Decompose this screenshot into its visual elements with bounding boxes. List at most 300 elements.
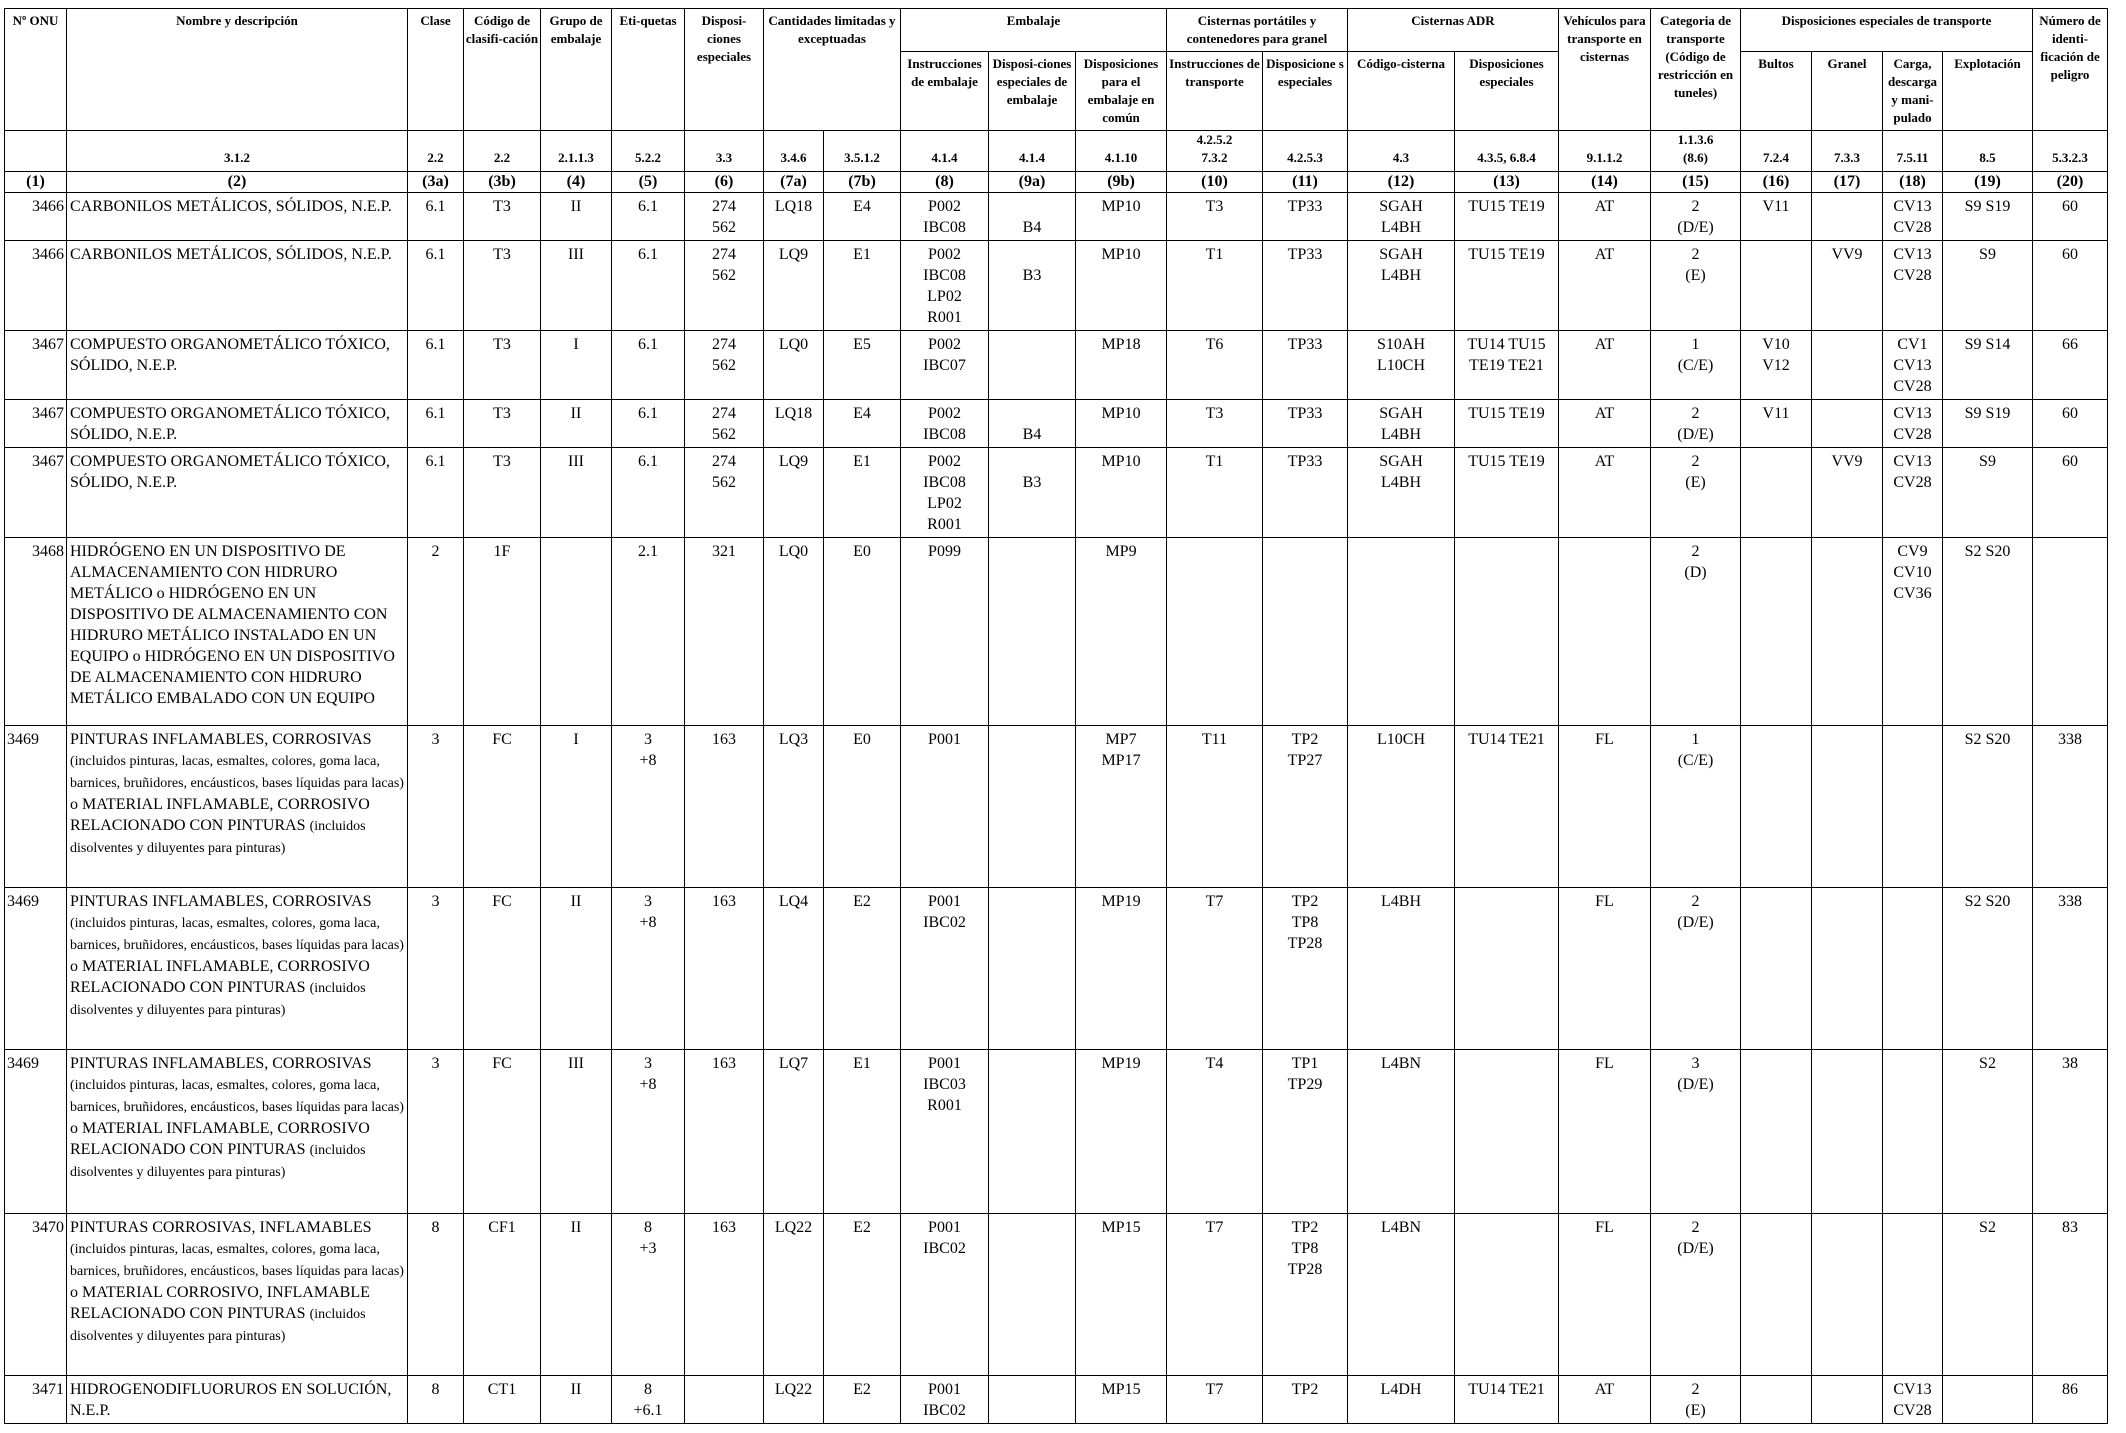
- packing-instructions-cell: [901, 888, 989, 1050]
- un-number-cell: 3468: [5, 538, 67, 726]
- excepted-quantity-cell: E4: [824, 400, 901, 448]
- substance-name-note: (incluidos pinturas, lacas, esmaltes, colores, goma laca, barnices, bruñidores, encáusticos, bases líquidas para lacas): [70, 754, 404, 791]
- hazard-number-cell: [2033, 538, 2108, 726]
- column-number-cell: (3b): [464, 172, 541, 193]
- loading-line: CV13: [1893, 246, 1932, 263]
- column-number-cell: (9a): [989, 172, 1076, 193]
- header-ca-disp: Disposiciones especiales: [1455, 52, 1559, 131]
- labels-cell: 6.1: [612, 331, 685, 400]
- column-number-cell: (1): [5, 172, 67, 193]
- substance-name: PINTURAS INFLAMABLES, CORROSIVAS: [70, 731, 372, 748]
- substance-name-cell: [67, 888, 408, 1050]
- tank-code-line: SGAH: [1379, 405, 1423, 422]
- transport-category-line: (D/E): [1677, 1240, 1714, 1257]
- loading-line: CV13: [1893, 198, 1932, 215]
- class-cell: 6.1: [408, 448, 464, 538]
- section-ref-cell: 3.1.2: [67, 131, 408, 172]
- mixed-packing-cell: MP19: [1076, 888, 1167, 1050]
- packing-instructions-line: P001: [928, 1055, 961, 1072]
- limited-quantity-cell: LQ22: [764, 1376, 824, 1424]
- tank-code-cell: L4DH: [1348, 1376, 1455, 1424]
- substance-name-cell: [67, 331, 408, 400]
- header-cp-instr: Instrucciones de transporte: [1167, 52, 1263, 131]
- packages-line: V10: [1762, 336, 1790, 353]
- special-provisions-line: 562: [712, 474, 736, 491]
- special-provisions-line: 274: [712, 453, 736, 470]
- packing-group-cell: II: [541, 888, 612, 1050]
- packing-group-cell: II: [541, 1214, 612, 1376]
- packing-special-provisions-line: [991, 403, 1073, 424]
- portable-tank-provisions-line: TP2: [1291, 1219, 1319, 1236]
- tank-provisions-cell: TU14 TE21: [1455, 1376, 1559, 1424]
- column-number-cell: (8): [901, 172, 989, 193]
- transport-category-line: 2: [1691, 405, 1700, 422]
- loading-cell: [1883, 400, 1943, 448]
- special-provisions-cell: [685, 241, 764, 331]
- substance-name-note: (incluidos pinturas, lacas, esmaltes, colores, goma laca, barnices, bruñidores, encáusticos, bases líquidas para lacas): [70, 1078, 404, 1115]
- column-number-cell: (7b): [824, 172, 901, 193]
- tank-code-line: L4BH: [1381, 474, 1421, 491]
- tank-code-cell: L4BN: [1348, 1214, 1455, 1376]
- vehicle-cell: FL: [1559, 726, 1651, 888]
- table-row: [5, 1050, 2108, 1214]
- hazard-number-cell: 60: [2033, 193, 2108, 241]
- packing-special-provisions-line: B4: [1022, 219, 1042, 236]
- section-ref-cell: 4.1.4: [989, 131, 1076, 172]
- table-row: [5, 400, 2108, 448]
- packing-instructions-line: R001: [927, 516, 962, 533]
- portable-tank-instructions-cell: T3: [1167, 193, 1263, 241]
- section-ref-cell: [1651, 131, 1741, 172]
- table-header: [5, 9, 2108, 193]
- substance-name: CARBONILOS METÁLICOS, SÓLIDOS, N.E.P.: [70, 246, 392, 263]
- transport-category-cell: [1651, 1050, 1741, 1214]
- hazard-number-cell: 60: [2033, 241, 2108, 331]
- tank-code-line: S10AH: [1376, 336, 1425, 353]
- transport-category-line: (C/E): [1677, 357, 1714, 374]
- tank-provisions-cell: [1455, 888, 1559, 1050]
- portable-tank-provisions-line: TP2: [1291, 731, 1319, 748]
- operation-cell: S2 S20: [1943, 538, 2033, 726]
- portable-tank-provisions-line: TP27: [1287, 752, 1323, 769]
- portable-tank-instructions-cell: [1167, 538, 1263, 726]
- section-ref-line: (8.6): [1683, 150, 1708, 165]
- packing-instructions-line: IBC02: [923, 1402, 966, 1419]
- packing-instructions-line: P002: [928, 405, 961, 422]
- portable-tank-instructions-cell: T7: [1167, 1376, 1263, 1424]
- column-number-cell: (13): [1455, 172, 1559, 193]
- portable-tank-provisions-line: TP29: [1287, 1076, 1323, 1093]
- hazard-number-cell: 338: [2033, 888, 2108, 1050]
- portable-tank-provisions-line: TP28: [1287, 1261, 1323, 1278]
- transport-category-line: 2: [1691, 1219, 1700, 1236]
- tank-provisions-cell: TU15 TE19: [1455, 448, 1559, 538]
- hazard-number-cell: 38: [2033, 1050, 2108, 1214]
- packing-instructions-line: P001: [928, 1381, 961, 1398]
- table-row: [5, 448, 2108, 538]
- packing-instructions-line: IBC08: [923, 219, 966, 236]
- labels-cell: 6.1: [612, 193, 685, 241]
- operation-cell: S2 S20: [1943, 726, 2033, 888]
- bulk-cell: [1812, 888, 1883, 1050]
- operation-cell: S9 S19: [1943, 400, 2033, 448]
- transport-category-line: (D): [1684, 564, 1707, 581]
- transport-category-line: 2: [1691, 543, 1700, 560]
- section-ref-line: 4.2.5.2: [1196, 132, 1233, 147]
- substance-name-alt: o MATERIAL INFLAMABLE, CORROSIVO RELACIONADO CON PINTURAS: [70, 1120, 370, 1158]
- packing-special-provisions-cell: [989, 448, 1076, 538]
- classification-code-cell: T3: [464, 448, 541, 538]
- portable-tank-instructions-cell: T1: [1167, 448, 1263, 538]
- labels-cell: [612, 726, 685, 888]
- packages-cell: [1741, 1376, 1812, 1424]
- transport-category-cell: [1651, 888, 1741, 1050]
- packing-instructions-line: IBC02: [923, 1240, 966, 1257]
- loading-cell: [1883, 1376, 1943, 1424]
- header-cp-disp: Disposicione s especiales: [1263, 52, 1348, 131]
- bulk-cell: [1812, 1376, 1883, 1424]
- class-cell: 3: [408, 888, 464, 1050]
- packing-instructions-cell: P001: [901, 726, 989, 888]
- class-cell: 8: [408, 1214, 464, 1376]
- substance-name-alt: o MATERIAL INFLAMABLE, CORROSIVO RELACIONADO CON PINTURAS: [70, 958, 370, 996]
- labels-cell: [612, 1376, 685, 1424]
- special-provisions-cell: [685, 193, 764, 241]
- packing-instructions-cell: [901, 448, 989, 538]
- header-emb-comun: Disposiciones para el embalaje en común: [1076, 52, 1167, 131]
- excepted-quantity-cell: E0: [824, 726, 901, 888]
- labels-line: +8: [639, 1076, 657, 1093]
- column-number-cell: (10): [1167, 172, 1263, 193]
- operation-cell: S9: [1943, 241, 2033, 331]
- column-number-cell: (19): [1943, 172, 2033, 193]
- tank-provisions-cell: TU15 TE19: [1455, 193, 1559, 241]
- tank-provisions-line: TE19 TE21: [1469, 357, 1544, 374]
- section-ref-cell: 5.2.2: [612, 131, 685, 172]
- vehicle-cell: AT: [1559, 448, 1651, 538]
- portable-tank-provisions-cell: TP2: [1263, 1376, 1348, 1424]
- substance-name-cell: [67, 726, 408, 888]
- tank-provisions-cell: [1455, 1050, 1559, 1214]
- limited-quantity-cell: LQ7: [764, 1050, 824, 1214]
- column-number-cell: (2): [67, 172, 408, 193]
- header-emb-disp: Disposi-ciones especiales de embalaje: [989, 52, 1076, 131]
- special-provisions-line: 274: [712, 405, 736, 422]
- packing-instructions-line: P002: [928, 453, 961, 470]
- substance-name-cell: [67, 1214, 408, 1376]
- un-number-cell: 3467: [5, 331, 67, 400]
- column-number-row: [5, 172, 2108, 193]
- special-provisions-line: 274: [712, 336, 736, 353]
- column-number-cell: (9b): [1076, 172, 1167, 193]
- packing-group-cell: I: [541, 726, 612, 888]
- packing-instructions-line: P002: [928, 198, 961, 215]
- column-number-cell: (12): [1348, 172, 1455, 193]
- class-cell: 6.1: [408, 400, 464, 448]
- header-disposiciones-transporte: Disposiciones especiales de transporte: [1741, 9, 2033, 52]
- section-ref-cell: [1167, 131, 1263, 172]
- header-disposiciones-especiales: Disposi-ciones especiales: [685, 9, 764, 131]
- substance-name-cell: [67, 193, 408, 241]
- portable-tank-provisions-cell: [1263, 888, 1348, 1050]
- classification-code-cell: T3: [464, 331, 541, 400]
- loading-cell: [1883, 448, 1943, 538]
- header-carga: Carga, descarga y mani-pulado: [1883, 52, 1943, 131]
- substance-name-alt: o MATERIAL CORROSIVO, INFLAMABLE RELACIONADO CON PINTURAS: [70, 1284, 370, 1322]
- header-grupo: Grupo de embalaje: [541, 9, 612, 131]
- substance-name-cell: [67, 400, 408, 448]
- transport-category-line: (E): [1685, 267, 1706, 284]
- loading-line: CV28: [1893, 1402, 1932, 1419]
- portable-tank-instructions-cell: T11: [1167, 726, 1263, 888]
- packages-cell: V11: [1741, 193, 1812, 241]
- transport-category-line: 1: [1691, 731, 1700, 748]
- classification-code-cell: FC: [464, 888, 541, 1050]
- classification-code-cell: FC: [464, 1050, 541, 1214]
- special-provisions-line: 562: [712, 357, 736, 374]
- excepted-quantity-cell: E2: [824, 888, 901, 1050]
- class-cell: 3: [408, 726, 464, 888]
- packing-special-provisions-cell: [989, 331, 1076, 400]
- class-cell: 6.1: [408, 193, 464, 241]
- vehicle-cell: FL: [1559, 888, 1651, 1050]
- transport-category-line: (E): [1685, 474, 1706, 491]
- vehicle-cell: AT: [1559, 331, 1651, 400]
- transport-category-line: 2: [1691, 198, 1700, 215]
- transport-category-line: 2: [1691, 1381, 1700, 1398]
- packing-special-provisions-cell: [989, 888, 1076, 1050]
- substance-name: PINTURAS INFLAMABLES, CORROSIVAS: [70, 1055, 372, 1072]
- tank-provisions-cell: TU15 TE19: [1455, 400, 1559, 448]
- packages-cell: V11: [1741, 400, 1812, 448]
- tank-code-cell: [1348, 241, 1455, 331]
- transport-category-cell: [1651, 400, 1741, 448]
- header-numero-peligro: Número de identi-ficación de peligro: [2033, 9, 2108, 131]
- limited-quantity-cell: LQ0: [764, 538, 824, 726]
- special-provisions-cell: 163: [685, 1050, 764, 1214]
- limited-quantity-cell: LQ9: [764, 448, 824, 538]
- labels-line: 8: [644, 1219, 652, 1236]
- portable-tank-provisions-cell: [1263, 726, 1348, 888]
- mixed-packing-cell: MP15: [1076, 1376, 1167, 1424]
- un-number-cell: 3470: [5, 1214, 67, 1376]
- loading-cell: [1883, 888, 1943, 1050]
- header-name: Nombre y descripción: [67, 9, 408, 131]
- section-ref-cell: 2.2: [408, 131, 464, 172]
- special-provisions-cell: 163: [685, 726, 764, 888]
- packing-special-provisions-cell: [989, 1050, 1076, 1214]
- special-provisions-line: 274: [712, 198, 736, 215]
- un-number-cell: 3469: [5, 726, 67, 888]
- section-ref-cell: [5, 131, 67, 172]
- packages-cell: [1741, 448, 1812, 538]
- transport-category-line: (D/E): [1677, 426, 1714, 443]
- column-number-cell: (7a): [764, 172, 824, 193]
- labels-line: 8: [644, 1381, 652, 1398]
- substance-name: PINTURAS INFLAMABLES, CORROSIVAS: [70, 893, 372, 910]
- packing-instructions-cell: P099: [901, 538, 989, 726]
- portable-tank-instructions-cell: T6: [1167, 331, 1263, 400]
- packing-instructions-cell: [901, 193, 989, 241]
- transport-category-cell: [1651, 331, 1741, 400]
- bulk-cell: [1812, 1050, 1883, 1214]
- special-provisions-cell: 163: [685, 888, 764, 1050]
- header-emb-instr: Instrucciones de embalaje: [901, 52, 989, 131]
- loading-line: CV13: [1893, 405, 1932, 422]
- packing-instructions-line: R001: [927, 309, 962, 326]
- loading-line: CV28: [1893, 219, 1932, 236]
- loading-line: CV10: [1893, 564, 1932, 581]
- section-ref-cell: 3.3: [685, 131, 764, 172]
- packing-instructions-cell: [901, 400, 989, 448]
- substance-name-cell: [67, 241, 408, 331]
- vehicle-cell: FL: [1559, 1214, 1651, 1376]
- header-vehiculos: Vehículos para transporte en cisternas: [1559, 9, 1651, 131]
- section-reference-row: [5, 131, 2108, 172]
- table-row: [5, 888, 2108, 1050]
- packing-group-cell: III: [541, 1050, 612, 1214]
- limited-quantity-cell: LQ4: [764, 888, 824, 1050]
- classification-code-cell: T3: [464, 193, 541, 241]
- labels-cell: 2.1: [612, 538, 685, 726]
- section-ref-cell: 7.3.3: [1812, 131, 1883, 172]
- section-ref-cell: 9.1.1.2: [1559, 131, 1651, 172]
- packages-cell: [1741, 1050, 1812, 1214]
- section-ref-cell: 4.1.10: [1076, 131, 1167, 172]
- hazard-number-cell: 60: [2033, 400, 2108, 448]
- hazard-number-cell: 60: [2033, 448, 2108, 538]
- labels-line: 3: [644, 731, 652, 748]
- portable-tank-provisions-line: TP1: [1291, 1055, 1319, 1072]
- loading-line: CV13: [1893, 357, 1932, 374]
- labels-line: 3: [644, 1055, 652, 1072]
- loading-line: CV36: [1893, 585, 1932, 602]
- excepted-quantity-cell: E0: [824, 538, 901, 726]
- bulk-cell: [1812, 400, 1883, 448]
- packing-group-cell: III: [541, 241, 612, 331]
- dangerous-goods-table: [4, 8, 2108, 1424]
- tank-code-cell: [1348, 193, 1455, 241]
- header-explotacion: Explotación: [1943, 52, 2033, 131]
- portable-tank-provisions-cell: [1263, 1214, 1348, 1376]
- portable-tank-provisions-line: TP2: [1291, 893, 1319, 910]
- packing-special-provisions-cell: [989, 1214, 1076, 1376]
- transport-category-line: (D/E): [1677, 1076, 1714, 1093]
- packing-special-provisions-line: [991, 244, 1073, 265]
- packing-group-cell: II: [541, 400, 612, 448]
- packing-instructions-cell: [901, 1214, 989, 1376]
- portable-tank-provisions-cell: [1263, 538, 1348, 726]
- special-provisions-line: 274: [712, 246, 736, 263]
- limited-quantity-cell: LQ18: [764, 193, 824, 241]
- tank-code-line: L4BH: [1381, 267, 1421, 284]
- loading-cell: [1883, 331, 1943, 400]
- portable-tank-provisions-cell: TP33: [1263, 331, 1348, 400]
- mixed-packing-line: MP7: [1105, 731, 1137, 748]
- packing-instructions-line: P002: [928, 246, 961, 263]
- labels-cell: [612, 1214, 685, 1376]
- section-ref-cell: 4.3: [1348, 131, 1455, 172]
- un-number-cell: 3466: [5, 193, 67, 241]
- tank-code-cell: L4BH: [1348, 888, 1455, 1050]
- substance-name-note: (incluidos pinturas, lacas, esmaltes, colores, goma laca, barnices, bruñidores, encáusticos, bases líquidas para lacas): [70, 916, 404, 953]
- section-ref-cell: 2.1.1.3: [541, 131, 612, 172]
- transport-category-cell: [1651, 726, 1741, 888]
- packing-special-provisions-line: B3: [1022, 267, 1042, 284]
- labels-line: +8: [639, 914, 657, 931]
- excepted-quantity-cell: E1: [824, 241, 901, 331]
- section-ref-cell: 5.3.2.3: [2033, 131, 2108, 172]
- packing-instructions-line: IBC08: [923, 267, 966, 284]
- loading-line: CV9: [1897, 543, 1928, 560]
- hazard-number-cell: 83: [2033, 1214, 2108, 1376]
- tank-code-cell: L10CH: [1348, 726, 1455, 888]
- labels-line: +8: [639, 752, 657, 769]
- transport-category-line: 1: [1691, 336, 1700, 353]
- loading-line: CV28: [1893, 267, 1932, 284]
- operation-cell: S9 S14: [1943, 331, 2033, 400]
- vehicle-cell: FL: [1559, 1050, 1651, 1214]
- packing-instructions-cell: [901, 1050, 989, 1214]
- un-number-cell: 3466: [5, 241, 67, 331]
- packages-cell: [1741, 331, 1812, 400]
- portable-tank-instructions-cell: T7: [1167, 1214, 1263, 1376]
- loading-cell: [1883, 193, 1943, 241]
- table-row: [5, 193, 2108, 241]
- packing-special-provisions-line: [991, 451, 1073, 472]
- tank-provisions-cell: [1455, 1214, 1559, 1376]
- packages-line: V12: [1762, 357, 1790, 374]
- portable-tank-provisions-cell: TP33: [1263, 448, 1348, 538]
- packing-instructions-cell: [901, 241, 989, 331]
- header-categoria: Categoria de transporte (Código de restricción en tuneles): [1651, 9, 1741, 131]
- mixed-packing-cell: MP19: [1076, 1050, 1167, 1214]
- section-ref-cell: 7.2.4: [1741, 131, 1812, 172]
- limited-quantity-cell: LQ0: [764, 331, 824, 400]
- mixed-packing-cell: [1076, 726, 1167, 888]
- header-cantidades: Cantidades limitadas y exceptuadas: [764, 9, 901, 131]
- header-un: Nº ONU: [5, 9, 67, 131]
- labels-cell: [612, 1050, 685, 1214]
- special-provisions-cell: [685, 1376, 764, 1424]
- column-number-cell: (18): [1883, 172, 1943, 193]
- un-number-cell: 3467: [5, 400, 67, 448]
- packing-instructions-line: R001: [927, 1097, 962, 1114]
- packing-special-provisions-line: B3: [1022, 474, 1042, 491]
- bulk-cell: [1812, 193, 1883, 241]
- limited-quantity-cell: LQ9: [764, 241, 824, 331]
- excepted-quantity-cell: E1: [824, 448, 901, 538]
- tank-code-line: SGAH: [1379, 198, 1423, 215]
- class-cell: 8: [408, 1376, 464, 1424]
- labels-cell: 6.1: [612, 241, 685, 331]
- section-ref-cell: 4.3.5, 6.8.4: [1455, 131, 1559, 172]
- packages-cell: [1741, 726, 1812, 888]
- operation-cell: S2: [1943, 1050, 2033, 1214]
- packing-group-cell: [541, 538, 612, 726]
- vehicle-cell: AT: [1559, 241, 1651, 331]
- column-number-cell: (20): [2033, 172, 2108, 193]
- packages-cell: [1741, 1214, 1812, 1376]
- section-ref-cell: 3.5.1.2: [824, 131, 901, 172]
- header-cisternas-adr: Cisternas ADR: [1348, 9, 1559, 52]
- packing-instructions-cell: [901, 331, 989, 400]
- packing-instructions-line: P002: [928, 336, 961, 353]
- table-row: [5, 538, 2108, 726]
- portable-tank-provisions-cell: TP33: [1263, 193, 1348, 241]
- substance-name-note: (incluidos disolventes y diluyentes para pinturas): [70, 981, 366, 1018]
- section-ref-cell: 4.2.5.3: [1263, 131, 1348, 172]
